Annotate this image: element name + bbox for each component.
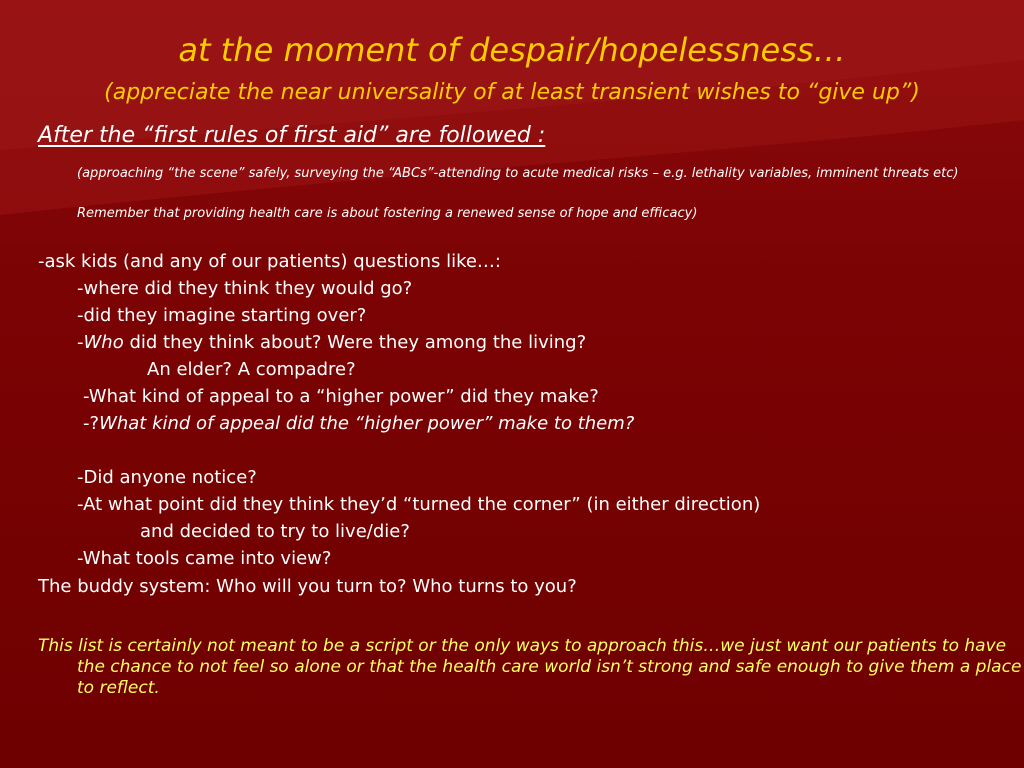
section-heading: After the “first rules of first aid” are followed : [38,123,546,148]
question-anyone-notice: -Did anyone notice? [77,467,257,488]
slide-title: at the moment of despair/hopelessness… [178,31,846,69]
question-elder-compadre: An elder? A compadre? [147,359,356,380]
question-live-die: and decided to try to live/die? [140,521,410,542]
health-care-note: Remember that providing health care is about fostering a renewed sense of hope and efficacy) [77,206,698,221]
questions-intro: -ask kids (and any of our patients) questions like…: [38,251,501,272]
question-who-think-about [77,331,586,355]
question-who-prefix: - [77,332,84,353]
question-starting-over: -did they imagine starting over? [77,305,367,326]
question-higher-power-prefix: -? [83,413,100,434]
question-appeal-higher-power: -What kind of appeal to a “higher power” did they make? [83,386,599,407]
question-where-go: -where did they think they would go? [77,278,413,299]
slide-subtitle: (appreciate the near universality of at least transient wishes to “give up”) [104,80,920,105]
question-higher-power-italic: What kind of appeal did the “higher power” make to them? [99,413,635,434]
question-turned-corner: -At what point did they think they’d “turned the corner” (in either direction) [77,494,761,515]
closing-note: This list is certainly not meant to be a script or the only ways to approach this…we just want our patients to have the chance to not feel so alone or that the health care world isn’t strong and safe enough to give them a place to reflect. [38,636,1022,698]
question-higher-power-appeal-to-them [83,412,634,436]
buddy-system-line: The buddy system: Who will you turn to? Who turns to you? [38,576,577,597]
question-who-italic: Who [83,332,124,353]
question-tools: -What tools came into view? [77,548,332,569]
question-who-rest: did they think about? Were they among the living? [123,332,587,353]
first-aid-note: (approaching “the scene” safely, surveying the “ABCs”-attending to acute medical risks – e.g. lethality variables, imminent threats etc) [77,166,959,181]
